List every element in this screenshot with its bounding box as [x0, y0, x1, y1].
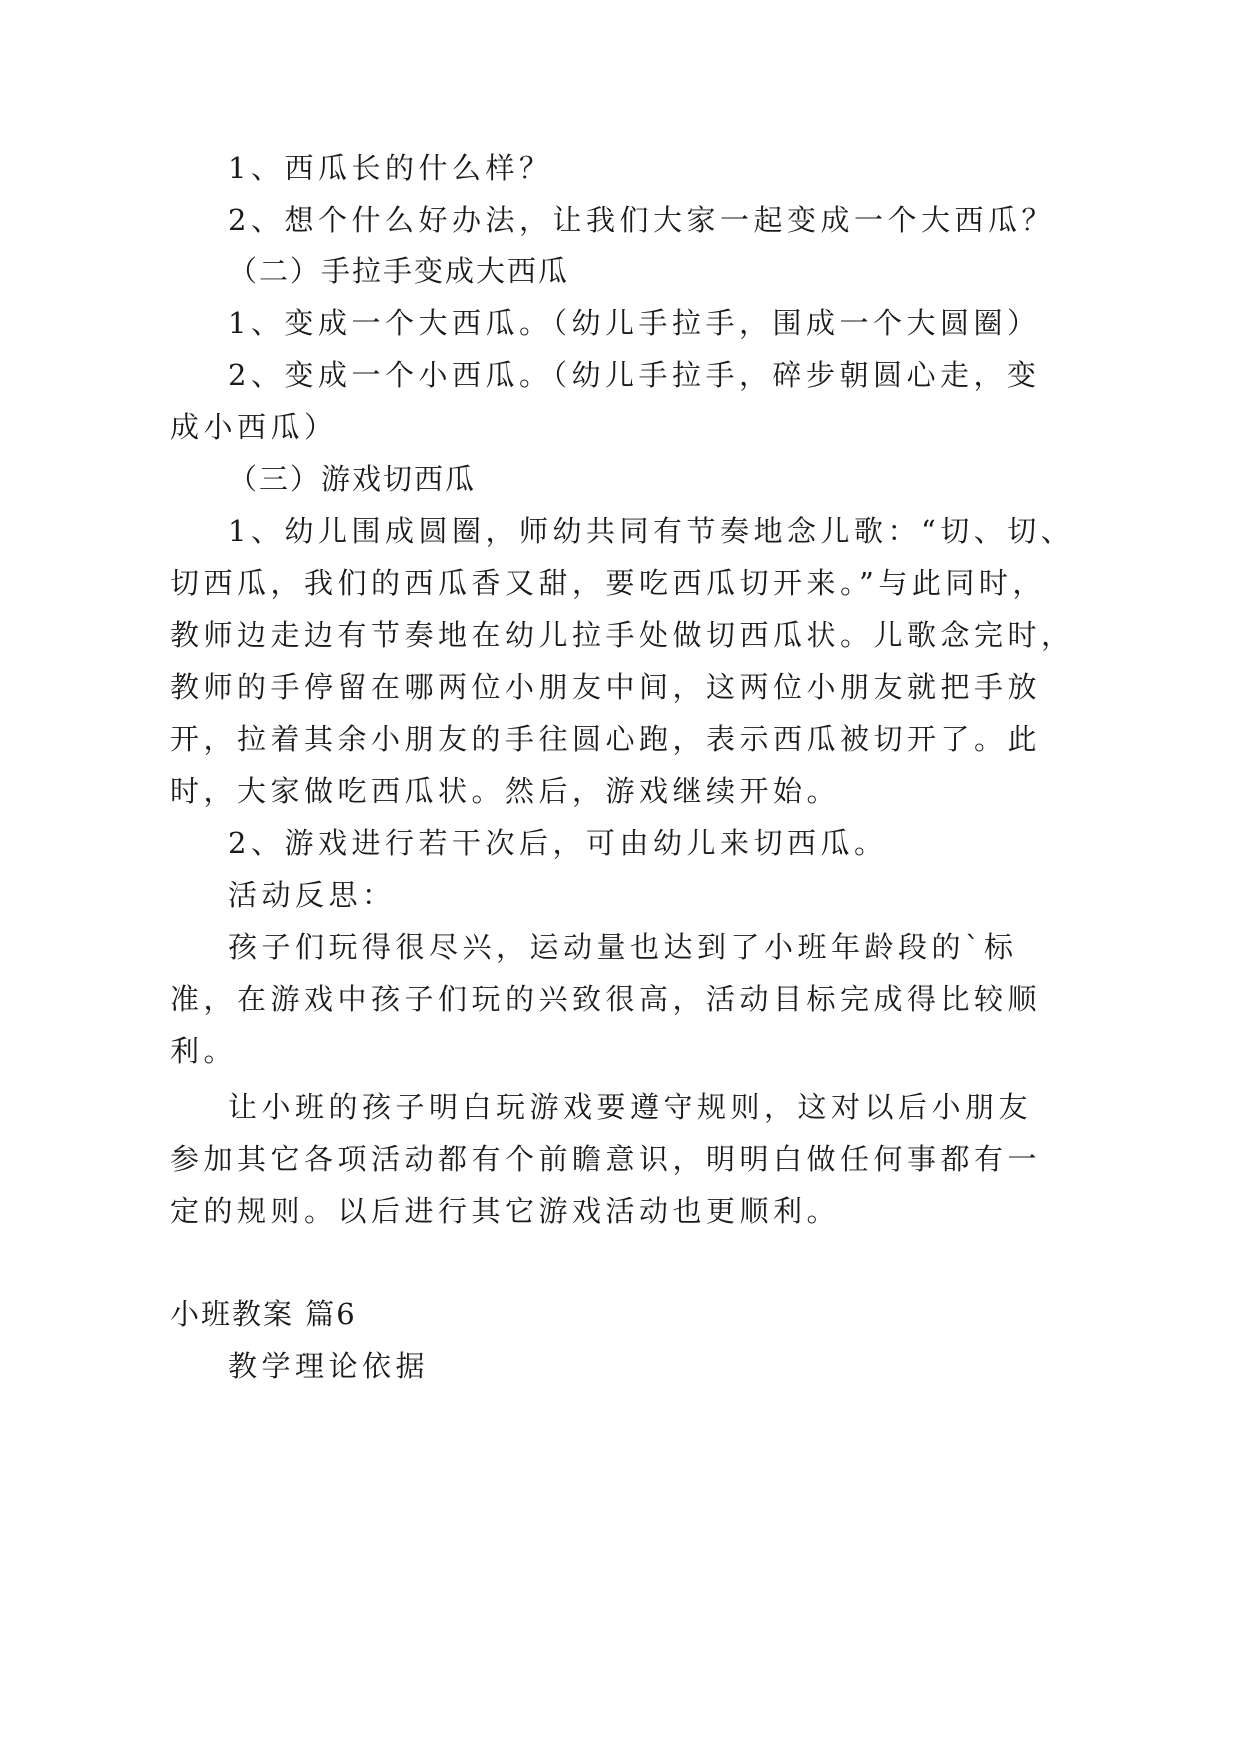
- text-line-7: 切西瓜，我们的西瓜香又甜，要吃西瓜切开来。”与此同时，: [170, 566, 1046, 600]
- reflection-heading: 活动反思：: [228, 878, 396, 912]
- section-heading-3: （三）游戏切西瓜: [228, 462, 477, 496]
- text-line-8: 教师边走边有节奏地在幼儿拉手处做切西瓜状。儿歌念完时，: [170, 618, 1075, 652]
- text-line-15: 利。: [170, 1034, 238, 1068]
- text-line-6: 1、幼儿围成圆圈，师幼共同有节奏地念儿歌：“切、切、: [228, 514, 1075, 548]
- text-line-5: 成小西瓜）: [170, 410, 338, 444]
- subsection-title: 教学理论依据: [228, 1349, 430, 1383]
- section-heading-2: （二）手拉手变成大西瓜: [228, 254, 570, 288]
- text-line-9: 教师的手停留在哪两位小朋友中间，这两位小朋友就把手放: [170, 670, 1042, 704]
- text-line-17: 参加其它各项活动都有个前瞻意识，明明白做任何事都有一: [170, 1142, 1042, 1176]
- text-line-4: 2、变成一个小西瓜。（幼儿手拉手，碎步朝圆心走，变: [228, 358, 1041, 392]
- text-line-1: 1、西瓜长的什么样？: [228, 151, 553, 185]
- text-line-14: 准，在游戏中孩子们玩的兴致很高，活动目标完成得比较顺: [170, 982, 1042, 1016]
- text-line-12: 2、游戏进行若干次后，可由幼儿来切西瓜。: [228, 826, 888, 860]
- chapter-title: 小班教案 篇6: [170, 1297, 357, 1331]
- text-line-16: 让小班的孩子明白玩游戏要遵守规则，这对以后小朋友: [228, 1090, 1033, 1124]
- text-line-2: 2、想个什么好办法，让我们大家一起变成一个大西瓜？: [228, 203, 1055, 237]
- text-line-11: 时，大家做吃西瓜状。然后，游戏继续开始。: [170, 774, 841, 808]
- text-line-13: 孩子们玩得很尽兴，运动量也达到了小班年龄段的`标: [228, 930, 1018, 964]
- text-line-10: 开，拉着其余小朋友的手往圆心跑，表示西瓜被切开了。此: [170, 722, 1042, 756]
- text-line-3: 1、变成一个大西瓜。（幼儿手拉手，围成一个大圆圈）: [228, 306, 1041, 340]
- text-line-18: 定的规则。以后进行其它游戏活动也更顺利。: [170, 1194, 841, 1228]
